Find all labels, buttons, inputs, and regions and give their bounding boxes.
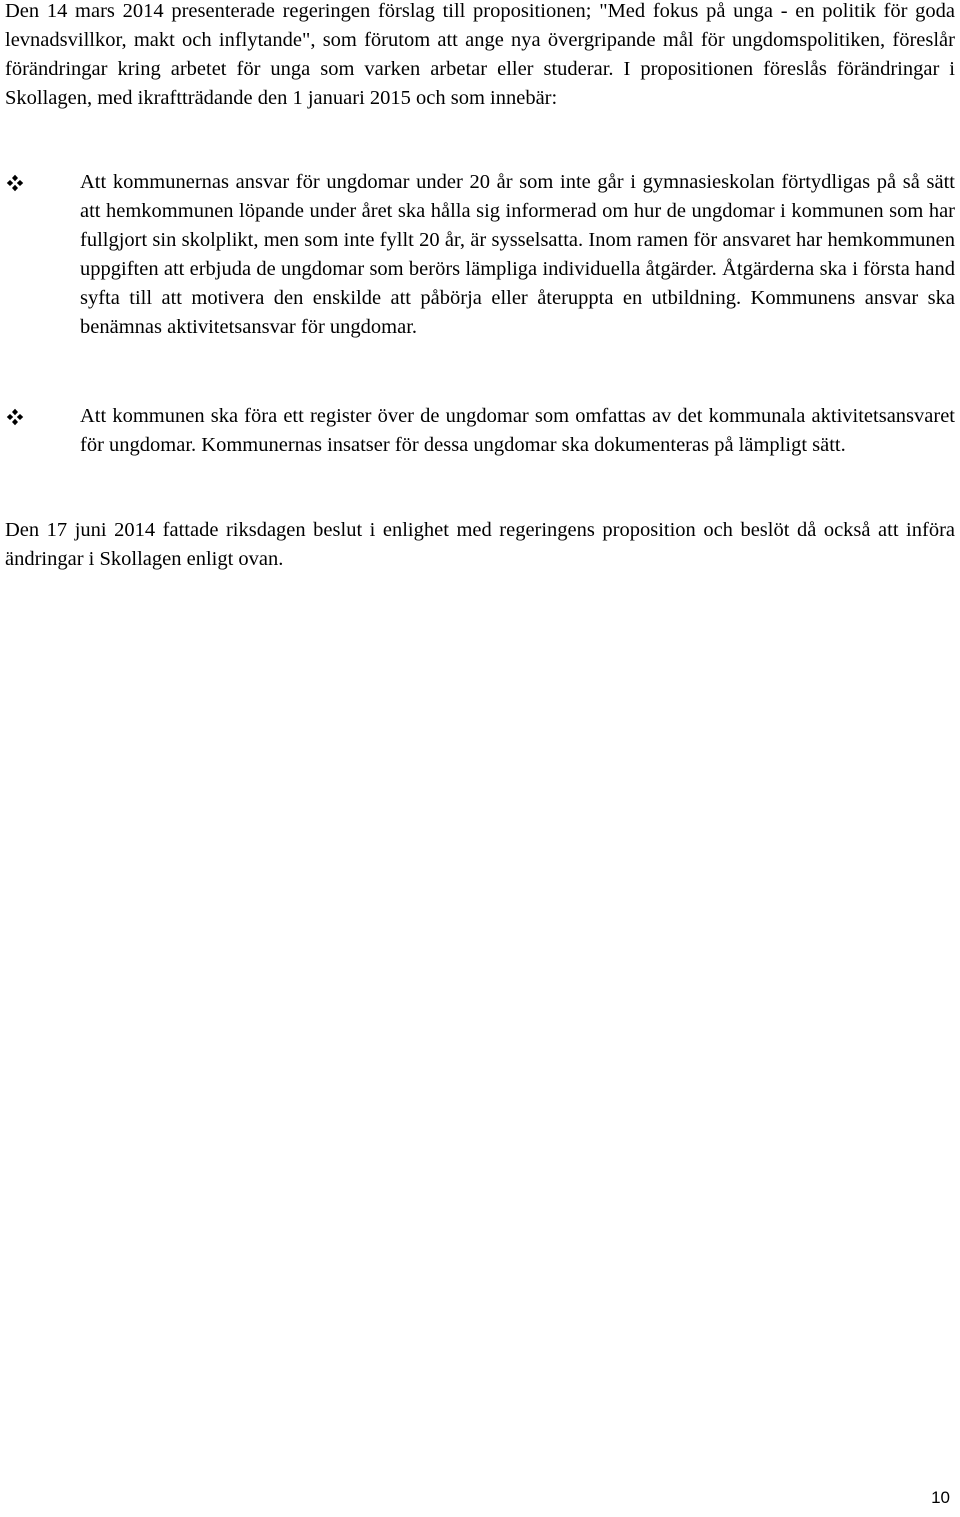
bullet-item (5, 168, 955, 342)
document-page (5, 0, 955, 1517)
bullet-text: Att kommunernas ansvar för ungdomar under 20 år som inte går i gymnasieskolan förtydligas på så sätt att hemkommunen löpande under året ska hålla sig informerad om hur de ungdomar i kommunen som har fullgjort sin skolplikt, men som inte fyllt 20 år, är sysselsatta. Inom ramen för ansvaret har hemkommunen uppgiften att erbjuda de ungdomar som berörs lämpliga individuella åtgärder. Åtgärderna ska i första hand syfta till att motivera den enskilde att påbörja eller återuppta en utbildning. Kommunens ansvar ska benämnas aktivitetsansvar för ungdomar. (80, 171, 955, 338)
bullet-text: Att kommunen ska föra ett register över de ungdomar som omfattas av det kommunala aktivitetsansvaret för ungdomar. Kommunernas insatser för dessa ungdomar ska dokumenteras på lämpligt sätt. (80, 405, 955, 456)
page-number: 10 (931, 1488, 950, 1507)
diamond-bullet-icon (6, 408, 24, 426)
bullet-item (5, 402, 955, 460)
diamond-bullet-icon (6, 174, 24, 192)
closing-paragraph: Den 17 juni 2014 fattade riksdagen beslut i enlighet med regeringens proposition och beslöt då också att införa ändringar i Skollagen enligt ovan. (5, 519, 955, 570)
intro-paragraph: Den 14 mars 2014 presenterade regeringen förslag till propositionen; "Med fokus på unga - en politik för goda levnadsvillkor, makt och inflytande", som förutom att ange nya övergripande mål för ungdomspolitiken, föreslår förändringar kring arbetet för unga som varken arbetar eller studerar. I propositionen föreslås förändringar i Skollagen, med ikraftträdande den 1 januari 2015 och som innebär: (5, 0, 955, 109)
